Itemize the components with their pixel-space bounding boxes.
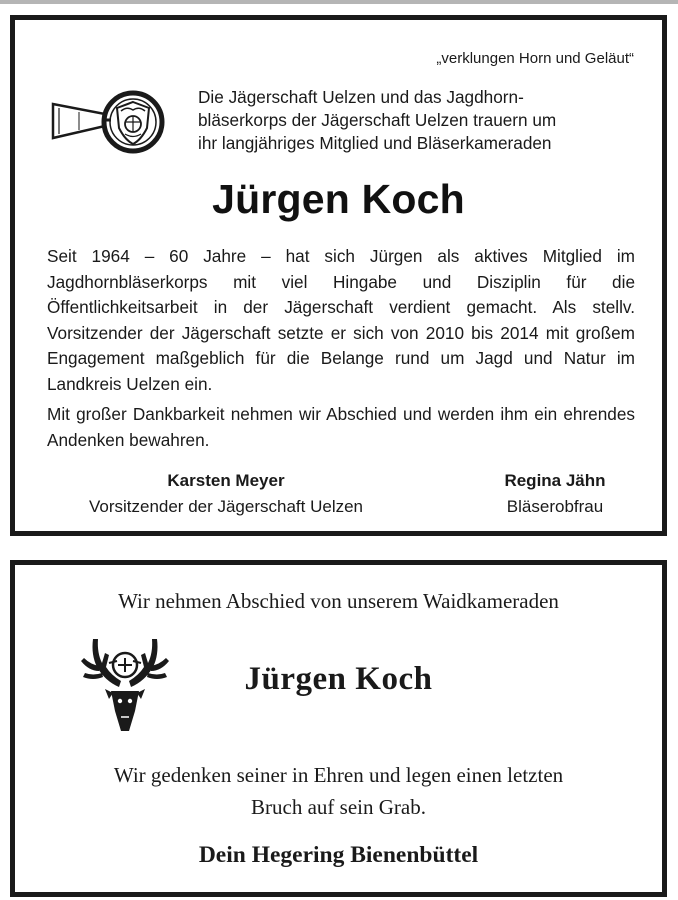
notice-signoff: Dein Hegering Bienenbüttel bbox=[198, 842, 479, 868]
body-paragraph: Mit großer Dankbarkeit nehmen wir Abschied und werden ihm ein ehrendes Andenken bewahren. bbox=[47, 404, 635, 450]
top-divider bbox=[0, 0, 678, 4]
body-line: Wir gedenken seiner in Ehren und legen einen letzten bbox=[113, 763, 564, 787]
obituary-notice-jaegerschaft bbox=[10, 15, 667, 536]
notice-intro bbox=[198, 86, 635, 155]
intro-line: bläserkorps der Jägerschaft Uelzen trauern um bbox=[198, 110, 557, 130]
body-line: Bruch auf sein Grab. bbox=[251, 795, 426, 819]
signature-role: Bläserobfrau bbox=[506, 497, 604, 516]
signature-name: Karsten Meyer bbox=[167, 471, 285, 490]
notice-body bbox=[15, 759, 662, 823]
signature-chairman bbox=[53, 468, 399, 520]
deceased-name: Jürgen Koch bbox=[244, 661, 433, 697]
intro-line: ihr langjähriges Mitglied und Bläserkameraden bbox=[198, 133, 552, 153]
deceased-name: Jürgen Koch bbox=[212, 176, 465, 222]
body-paragraph: Seit 1964 – 60 Jahre – hat sich Jürgen als aktives Mitglied im Jagdhornbläserkorps mit viel Hingabe und Disziplin für die Öffentlichkeitsarbeit in der Jägerschaft verdient gemacht. Als stellv. Vorsitzender der Jägerschaft setzte er sich von 2010 bis 2014 mit großem Engagement maßgeblich für die Belange rund um Jagd und Natur im Landkreis Uelzen ein. bbox=[47, 246, 635, 394]
signature-horn-leader bbox=[485, 468, 625, 520]
signature-role: Vorsitzender der Jägerschaft Uelzen bbox=[88, 497, 364, 516]
hunting-horn-emblem-icon bbox=[49, 86, 171, 156]
intro-line: Die Jägerschaft Uelzen und das Jagdhorn- bbox=[198, 87, 524, 107]
notice-quote: „verklungen Horn und Geläut“ bbox=[436, 50, 634, 67]
notice-body bbox=[47, 244, 635, 458]
obituary-notice-hegering bbox=[10, 560, 667, 897]
signature-name: Regina Jähn bbox=[504, 471, 606, 490]
notice-header: Wir nehmen Abschied von unserem Waidkameraden bbox=[118, 589, 559, 613]
